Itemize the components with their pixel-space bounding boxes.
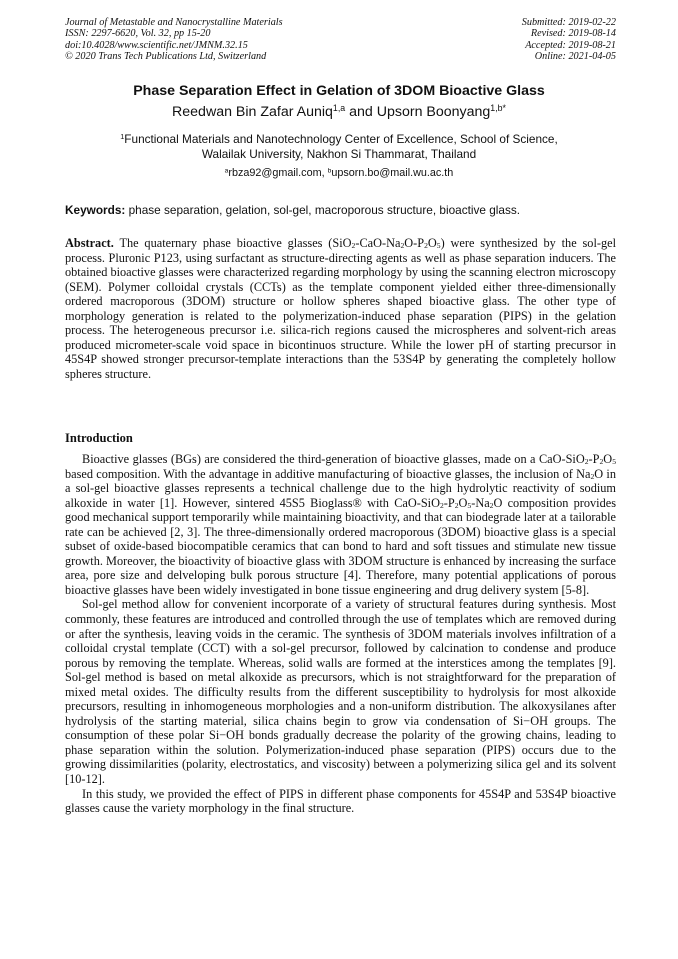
affiliation-text-1: Functional Materials and Nanotechnology Center of Excellence, School of Science, (124, 132, 558, 146)
date-accepted: Accepted: 2019-08-21 (525, 39, 616, 51)
keywords-label: Keywords: (65, 203, 126, 217)
subscript: 5 (467, 500, 472, 510)
journal-doi: doi:10.4028/www.scientific.net/JMNM.32.15 (65, 39, 248, 51)
author-1: Reedwan Bin Zafar Auniq (172, 104, 333, 120)
journal-issn: ISSN: 2297-6620, Vol. 32, pp 15-20 (65, 28, 211, 40)
author-conjunction: and (345, 104, 377, 120)
date-submitted: Submitted: 2019-02-22 (521, 17, 616, 28)
paragraph-text: -P (443, 495, 455, 510)
abstract-text: The quaternary phase bioactive glasses (SiO (113, 236, 352, 250)
subscript: 2 (489, 500, 494, 510)
paragraph-text: based composition. With the advantage in additive manufacturing of bioactive glasses, the inclusion of Na (65, 466, 591, 481)
subscript: 5 (612, 457, 616, 467)
subscript: 5 (436, 241, 441, 251)
subscript: 2 (351, 241, 356, 251)
abstract-text: O (427, 236, 437, 250)
abstract-text: -CaO-Na (355, 236, 401, 250)
paragraph-text: O in a sol-gel bioactive glasses represents a technical challenge due to the high hydrolytic reactivity of sodium alkoxide in water [1]. However, sintered 45S5 Bioglass® with CaO-SiO (65, 466, 616, 510)
paragraph-text: O composition provides good mechanical support temporarily while maintaining bioactivity, and that can biodegrade later at a tailorable rate can be achieved [2, 3]. The three-dimensionally ordered macroporous (3DOM) bioactive glass is a special subset of oxide-based biocompatible ceramics that can bond to hard and soft tissues and stimulate new tissue growth. Moreover, the bioactivity of bioactive glass with 3DOM structure is enhanced by increasing the surface area, pore size and delveloping bulk porous structure [4]. Therefore, many potential applications of porous bioactive glasses have been widely investigated in bone tissue engineering and drug delivery system [5-8]. (65, 495, 616, 597)
affiliation-line-1 (0, 132, 678, 147)
abstract-paragraph (65, 236, 616, 381)
paragraph-text: -Na (471, 495, 490, 510)
abstract-label: Abstract. (65, 236, 114, 250)
keywords-text: phase separation, gelation, sol-gel, macroporous structure, bioactive glass. (125, 203, 521, 217)
subscript: 2 (590, 471, 595, 481)
affiliation (0, 132, 678, 161)
email-a-mark: a (224, 167, 229, 175)
date-online: Online: 2021-04-05 (534, 50, 616, 62)
journal-copyright: © 2020 Trans Tech Publications Ltd, Switzerland (65, 50, 267, 62)
affiliation-line-2: Walailak University, Nakhon Si Thammarat, Thailand (201, 146, 477, 161)
paper-title: Phase Separation Effect in Gelation of 3DOM Bioactive Glass (133, 83, 545, 99)
subscript: 2 (599, 457, 604, 467)
affiliation-mark: 1 (120, 131, 125, 141)
introduction-body (65, 452, 616, 816)
intro-paragraph-1 (65, 452, 616, 597)
paragraph-text: O (458, 495, 468, 510)
subscript: 2 (424, 241, 428, 251)
subscript: 2 (439, 500, 444, 510)
subscript: 2 (584, 457, 589, 467)
author-1-affiliation-mark: 1,a (332, 103, 346, 114)
intro-paragraph-3: In this study, we provided the effect of PIPS in different phase components for 45S4P and 53S4P bioactive glasses cause the variety morphology in the final structure. (65, 786, 616, 816)
author-line (0, 104, 678, 120)
journal-name: Journal of Metastable and Nanocrystalline Materials (65, 17, 283, 28)
section-heading-introduction: Introduction (65, 431, 133, 445)
abstract-text: ) were synthesized by the sol-gel process. Pluronic P123, using surfactant as structure-directing agents as well as phase separation inducers. The obtained bioactive glasses were characterized regarding morphology by using the scanning electron microscopy (SEM). Polymer colloidal crystals (CCTs) as the template component yielded either three-dimensionally ordered macroporous (3DOM) structure or hollow spheres shaped bioactive glass. The other type of morphology generation is related to the polymerization-induced phase separation (PIPS) in the gelation process. The heterogeneous precursor i.e. silica-rich regions caused the microspheres and solvent-rich areas produced micrometer-scale void space in bicontinuos structure. While the lower pH of starting precursor in 45S4P showed stronger precursor-template interactions than the 53S4P by generating the completely hollow spheres structure. (65, 236, 616, 381)
date-revised: Revised: 2019-08-14 (530, 28, 616, 40)
subscript: 2 (454, 500, 459, 510)
header-left (65, 17, 283, 62)
abstract-text: O-P (404, 236, 425, 250)
paragraph-text: Bioactive glasses (BGs) are considered the third-generation of bioactive glasses, made on a CaO-SiO (82, 452, 585, 466)
email-b: upsorn.bo@mail.wu.ac.th (331, 167, 454, 179)
intro-paragraph-2: Sol-gel method allow for convenient incorporate of a variety of structural features during synthesis. Most commonly, these features are introduced and controlled through the use of templates which are removed during or after the synthesis, leaving voids in the ceramic. The synthesis of 3DOM materials involves infiltration of a colloidal crystal template (CCT) with a sol-gel precursor, followed by calcination to condense and produce porous by removing the template. Whereas, solid walls are formed at the interstices among the templates [9]. Sol-gel method is based on metal alkoxide as precursors, which is not straightforward for the preparation of mixed metal oxides. The difficulty results from the different susceptibility to hydrolysis for most alkoxide precursors, resulting in inhomogeneous morphologies and a non-uniform distribution. The alkoxysilanes after hydrolysis of the starting material, silica chains begin to grow via condensation of Si−OH groups. The consumption of these polar Si−OH bonds gradually decrease the polarity of the growing chains, leading to phase separation within the solution. Polymerization-induced phase separation (PIPS) occurs due to the growing dissimilarities (polarity, electrostatics, and viscosity) between a polymerizing silica gel and its solvent [10-12]. (65, 597, 616, 787)
abstract (65, 236, 616, 381)
subscript: 2 (400, 241, 405, 251)
email-a: rbza92@gmail.com, (228, 167, 328, 179)
author-2: Upsorn Boonyang (376, 104, 491, 120)
author-2-affiliation-mark: 1,b* (490, 103, 506, 114)
author-emails (0, 167, 678, 179)
keywords (65, 203, 616, 217)
paragraph-text: -P (588, 452, 600, 466)
header-right (522, 17, 616, 62)
email-b-mark: b (327, 167, 332, 175)
paragraph-text: O (603, 452, 613, 466)
